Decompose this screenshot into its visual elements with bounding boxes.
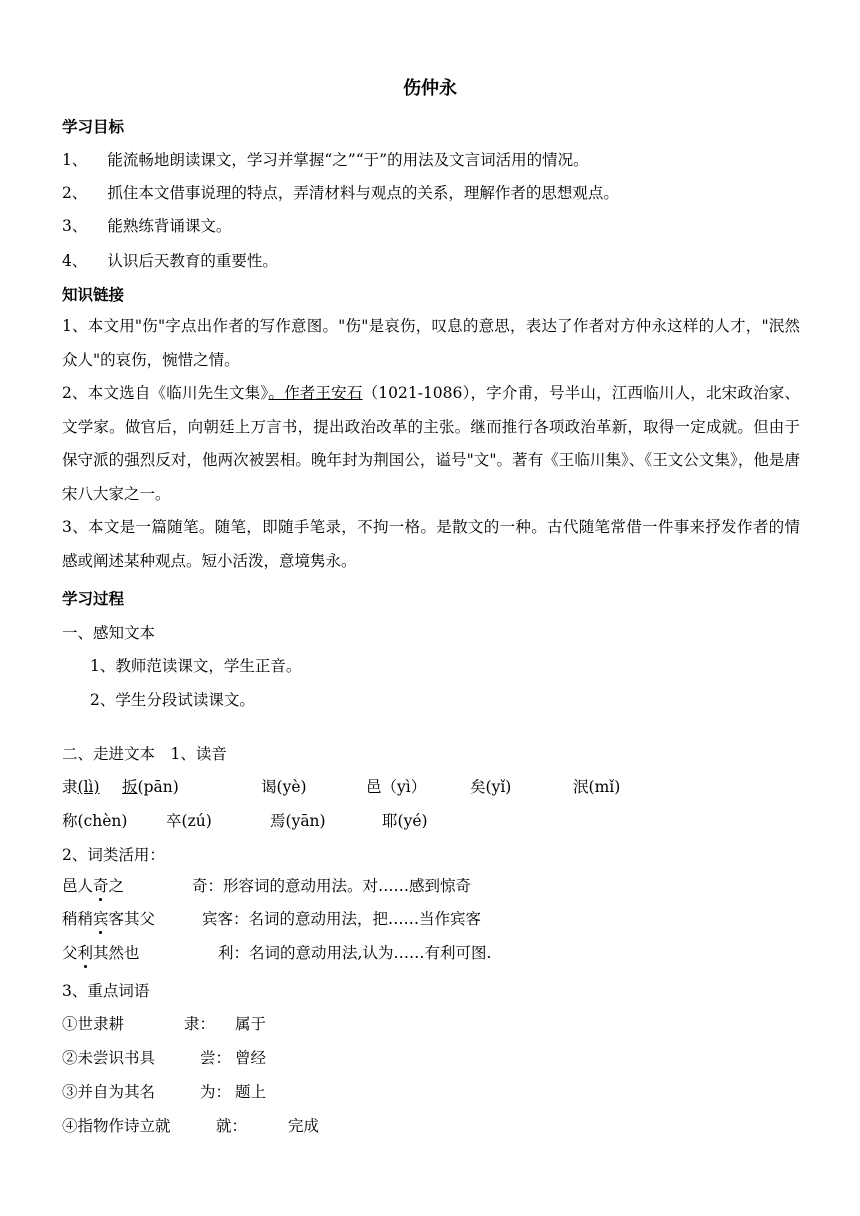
pron-char: 称 <box>62 812 78 830</box>
objective-text: 能熟练背诵课文。 <box>107 217 232 235</box>
pronunciation-item <box>62 810 127 832</box>
objective-text: 认识后天教育的重要性。 <box>107 252 278 270</box>
pron-char: 卒 <box>166 812 182 830</box>
key-words-heading: 3、重点词语 <box>62 982 150 1000</box>
usage-dotted-char: 利 <box>77 944 94 962</box>
pron-pinyin: （yì） <box>381 778 427 796</box>
pron-char: 扳 <box>122 778 138 796</box>
pron-pinyin: (yǐ) <box>485 778 512 796</box>
pron-pinyin: (yān) <box>285 812 326 830</box>
author-bio-text: （1021-1086），字介甫，号半山，江西临川人，北宋政治家、文学家。做官后，向朝廷上万言书，提出政治改革的主张。继而推行各项政治革新，取得一定成就。但由于保守派的强烈反对，他两次被罢相。晚年封为荆国公，谥号"文"。著有《王临川集》、《王文公文集》，他是唐宋八大家之一。 <box>62 384 800 503</box>
objectives-heading: 学习目标 <box>62 118 125 136</box>
usage-dotted-char: 奇 <box>93 877 109 895</box>
pron-char: 焉 <box>270 812 286 830</box>
pron-pinyin: (yè) <box>276 778 307 796</box>
usage-text: 父 <box>62 944 78 962</box>
objective-text: 抓住本文借事说理的特点，弄清材料与观点的关系，理解作者的思想观点。 <box>107 184 619 202</box>
keyword-meaning: 属于 <box>235 1015 267 1033</box>
author-underlined: 。作者王安石 <box>268 384 363 402</box>
pronunciation-item <box>382 810 428 832</box>
pronunciation-item <box>270 810 326 832</box>
objective-number: 4、 <box>62 252 88 270</box>
pron-char: 泯 <box>573 778 589 796</box>
usage-text: 邑人 <box>62 877 94 895</box>
links-paragraph-1: 1、本文用"伤"字点出作者的写作意图。"伤"是哀伤，叹息的意思，表达了作者对方仲永这样的人才，"泯然众人"的哀伤，惋惜之情。 <box>62 317 800 369</box>
pronunciation-item <box>470 776 511 798</box>
objective-number: 3、 <box>62 217 88 235</box>
keyword-phrase: ①世隶耕 <box>62 1015 125 1033</box>
usage-text: 稍稍 <box>62 910 94 928</box>
usage-word: 宾客 <box>202 910 234 928</box>
keyword-phrase: ③并自为其名 <box>62 1083 156 1101</box>
objective-item <box>62 182 619 204</box>
links-paragraph-3: 3、本文是一篇随笔。随笔，即随手笔录，不拘一格。是散文的一种。古代随笔常借一件事来抒发作者的情感或阐述某种观点。短小活泼，意境隽永。 <box>62 518 800 570</box>
usage-explanation <box>192 875 471 897</box>
usage-example <box>62 875 124 897</box>
keyword-phrase: ④指物作诗立就 <box>62 1117 171 1135</box>
word-usage-heading: 2、词类活用： <box>62 846 165 864</box>
pron-pinyin: (pān) <box>137 778 179 796</box>
objective-number: 2、 <box>62 184 88 202</box>
links-heading: 知识链接 <box>62 286 125 304</box>
usage-text: 客其父 <box>108 910 156 928</box>
process-heading: 学习过程 <box>62 590 125 608</box>
usage-example <box>62 942 140 964</box>
pron-pinyin: (lì) <box>77 778 100 796</box>
usage-expl: ：名词的意动用法，把……当作宾客 <box>233 910 482 928</box>
objective-number: 1、 <box>62 151 88 169</box>
perceive-item: 2、学生分段试读课文。 <box>90 691 255 709</box>
keyword-phrase: ②未尝识书具 <box>62 1049 156 1067</box>
keyword-meaning: 完成 <box>288 1117 320 1135</box>
pronunciation-item <box>62 776 100 798</box>
pron-pinyin: (zú) <box>181 812 212 830</box>
pronunciation-item <box>166 810 212 832</box>
keyword-word: 隶： <box>184 1015 216 1033</box>
document-title: 伤仲永 <box>403 78 457 99</box>
pron-char: 邑 <box>366 778 382 796</box>
pron-pinyin: (chèn) <box>77 812 128 830</box>
usage-word: 利 <box>218 944 234 962</box>
usage-word: 奇 <box>192 877 208 895</box>
perceive-item: 1、教师范读课文，学生正音。 <box>90 657 302 675</box>
objective-item <box>62 250 278 272</box>
pronunciation-item <box>366 776 426 798</box>
pron-char: 谒 <box>261 778 277 796</box>
pronunciation-item <box>573 776 620 798</box>
keyword-word: 为： <box>200 1083 232 1101</box>
usage-text: 之 <box>108 877 125 895</box>
usage-expl: ：形容词的意动用法。对……感到惊奇 <box>207 877 472 895</box>
section-enter-text: 二、走进文本 1、读音 <box>62 745 227 763</box>
pron-char: 隶 <box>62 778 78 796</box>
usage-example <box>62 908 155 930</box>
keyword-word: 尝： <box>200 1049 232 1067</box>
keyword-word: 就： <box>216 1117 248 1135</box>
source-text: 2、本文选自《临川先生文集》 <box>62 384 269 402</box>
pron-char: 耶 <box>382 812 398 830</box>
usage-expl: ：名词的意动用法,认为……有利可图. <box>233 944 492 962</box>
usage-dotted-char: 宾 <box>93 910 109 928</box>
links-paragraph-2 <box>62 377 800 511</box>
usage-explanation <box>202 908 481 930</box>
pronunciation-item <box>261 776 307 798</box>
objective-text: 能流畅地朗读课文，学习并掌握“之”“于”的用法及文言词活用的情况。 <box>107 151 589 169</box>
objective-item <box>62 215 231 237</box>
pron-char: 矣 <box>470 778 486 796</box>
usage-explanation <box>218 942 491 964</box>
keyword-meaning: 曾经 <box>235 1049 267 1067</box>
objective-item <box>62 149 589 171</box>
pron-pinyin: (yé) <box>397 812 428 830</box>
keyword-meaning: 题上 <box>235 1083 267 1101</box>
pronunciation-item <box>122 776 179 798</box>
usage-text: 其然也 <box>93 944 140 962</box>
pron-pinyin: (mǐ) <box>588 778 621 796</box>
section-perceive: 一、感知文本 <box>62 624 156 642</box>
